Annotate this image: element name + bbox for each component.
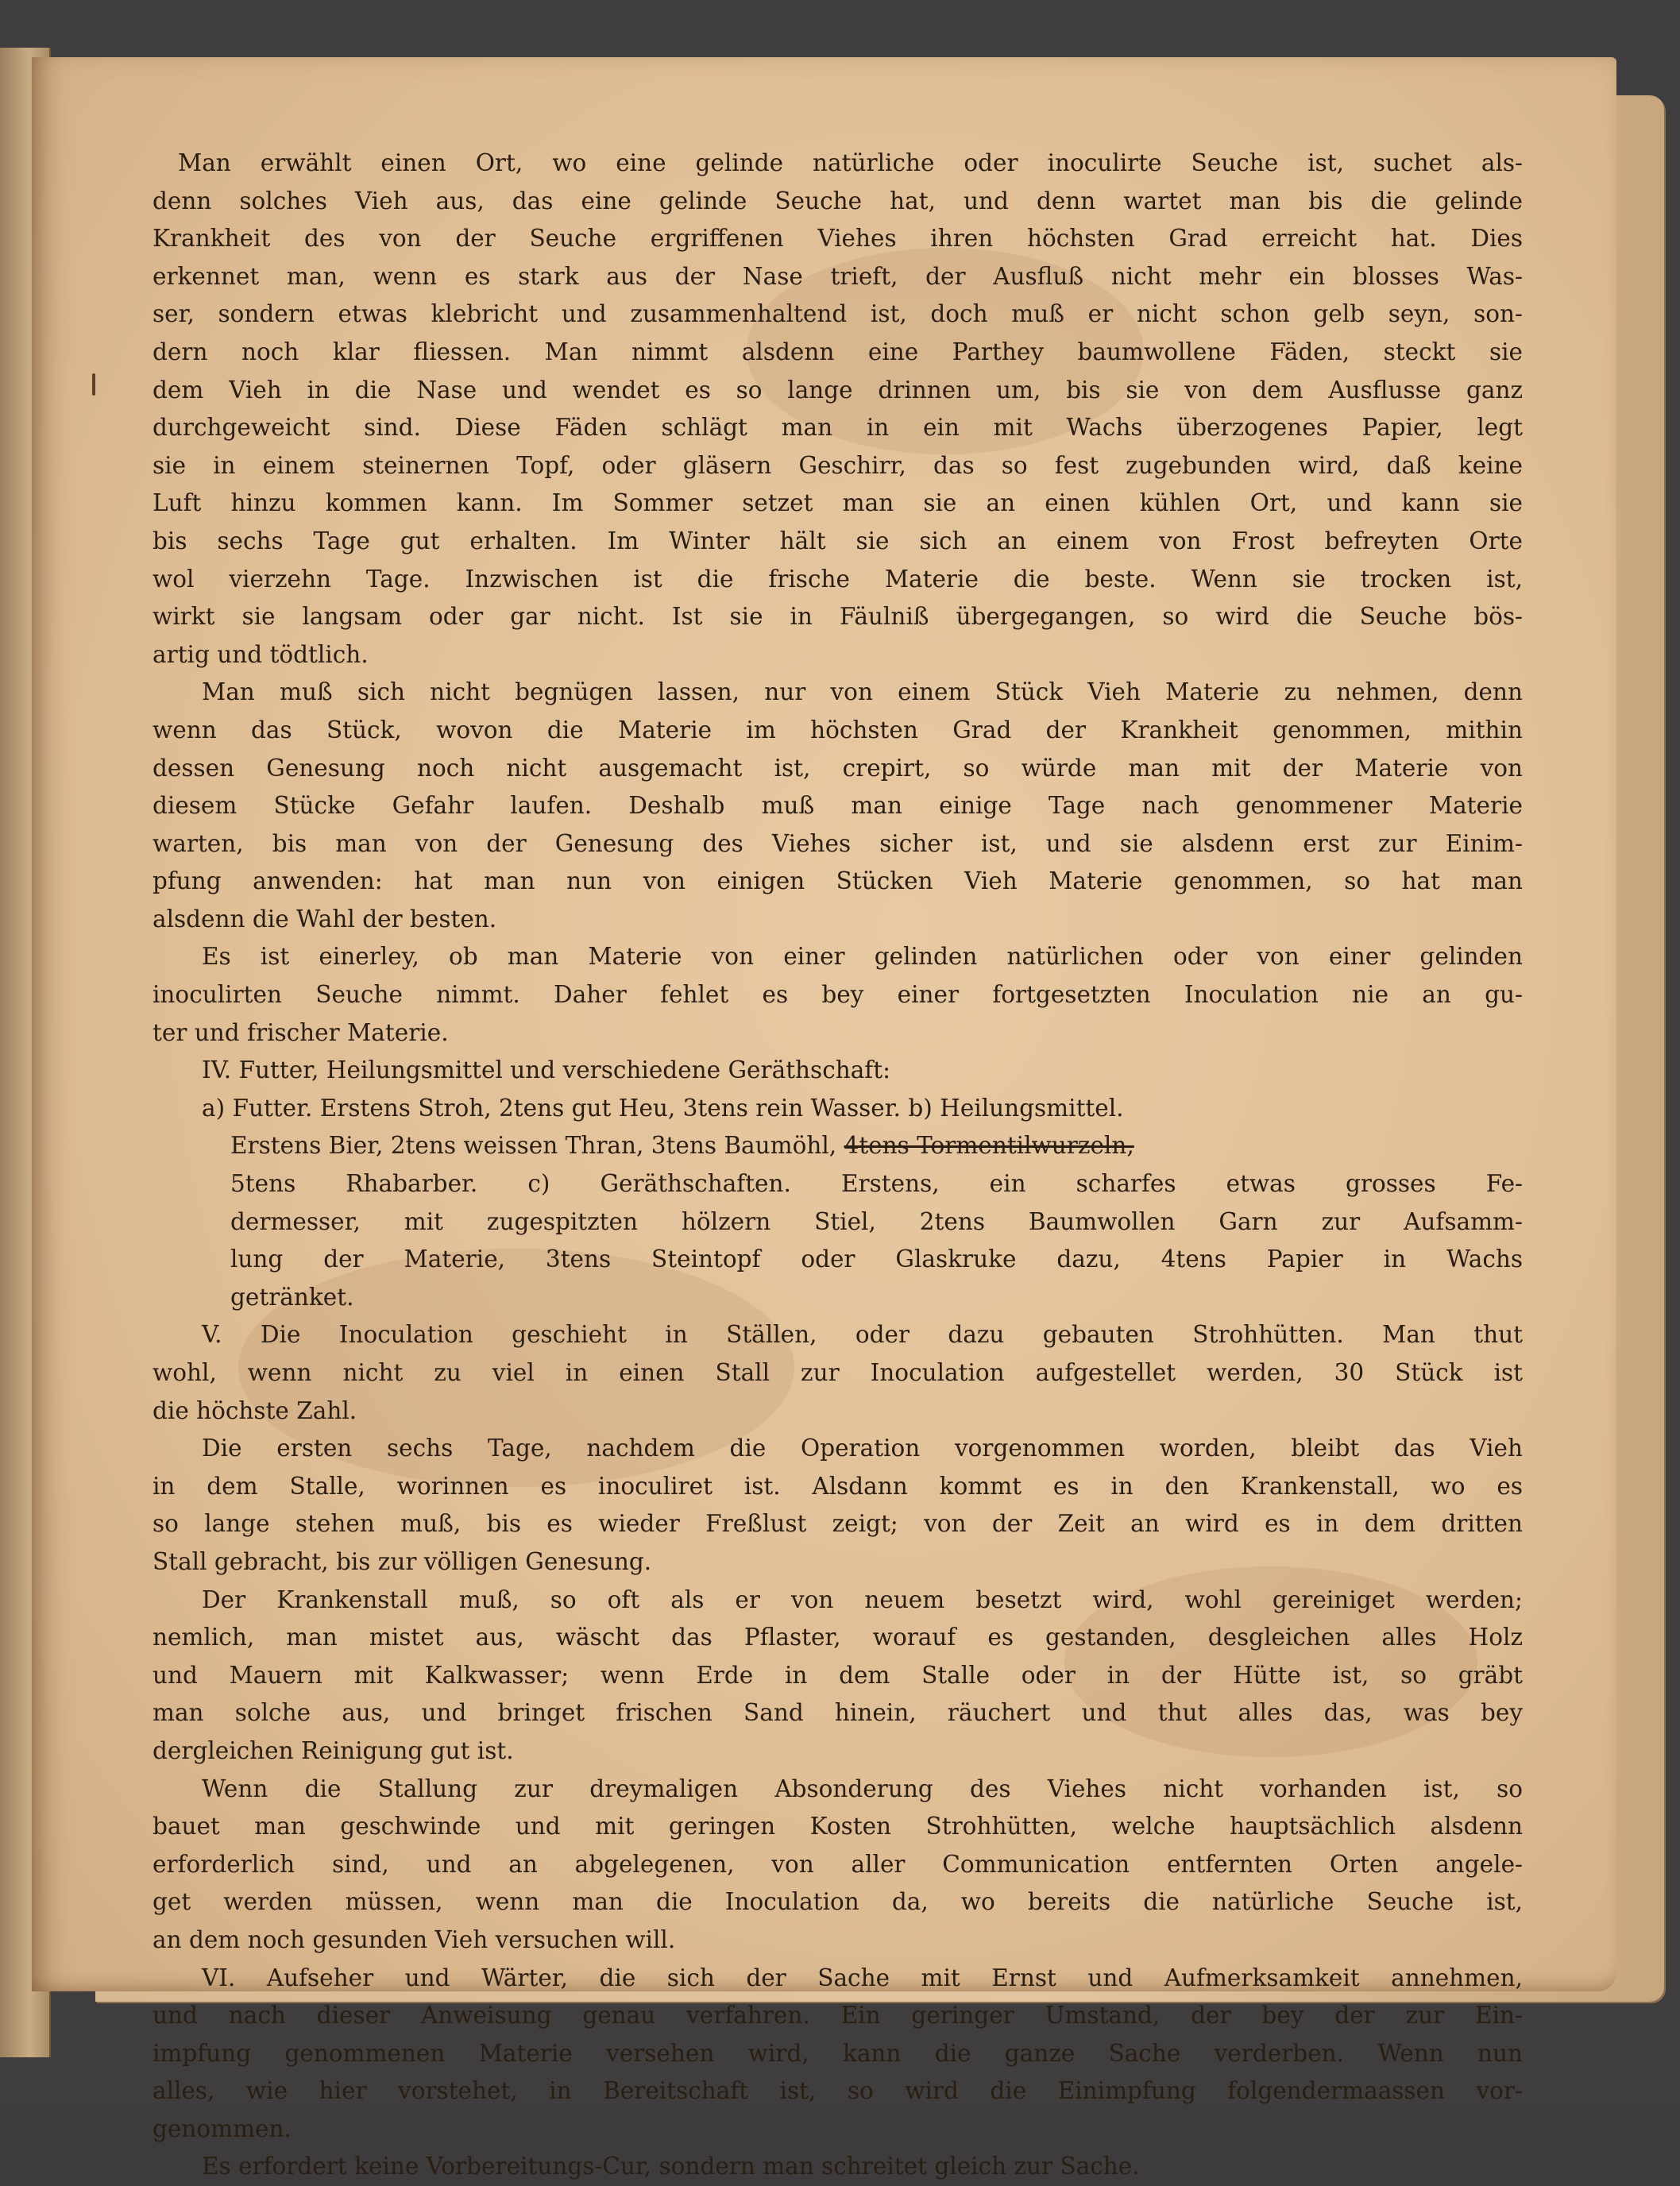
text-line: wol vierzehn Tage. Inzwischen ist die frische Materie die beste. Wenn sie trocken ist, bbox=[153, 565, 1523, 593]
text-line: IV. Futter, Heilungsmittel und verschiedene Geräthschaft: bbox=[202, 1056, 891, 1084]
text-line: alsdenn die Wahl der besten. bbox=[153, 905, 497, 933]
paragraph bbox=[153, 1960, 1523, 2149]
text-line: Der Krankenstall muß, so oft als er von neuem besetzt wird, wohl gereiniget werden; bbox=[202, 1585, 1523, 1613]
text-line: pfung anwenden: hat man nun von einigen Stücken Vieh Materie genommen, so hat man bbox=[153, 867, 1523, 895]
text-line: dern noch klar fliessen. Man nimmt alsdenn eine Parthey baumwollene Fäden, steckt sie bbox=[153, 338, 1523, 365]
text-line: und Mauern mit Kalkwasser; wenn Erde in dem Stalle oder in der Hütte ist, so gräbt bbox=[153, 1661, 1523, 1689]
text-line: dessen Genesung noch nicht ausgemacht ist, crepirt, so würde man mit der Materie von bbox=[153, 754, 1523, 782]
paragraph bbox=[153, 1771, 1523, 1960]
paragraph bbox=[153, 1430, 1523, 1581]
paragraph bbox=[153, 145, 1523, 674]
text-line: Es erfordert keine Vorbereitungs-Cur, sondern man schreitet gleich zur Sache. bbox=[202, 2153, 1140, 2180]
text-line: genommen. bbox=[153, 2115, 292, 2142]
text-line: warten, bis man von der Genesung des Viehes sicher ist, und sie alsdenn erst zur Einim- bbox=[153, 829, 1523, 857]
text-line: und nach dieser Anweisung genau verfahren. Ein geringer Umstand, der bey der zur Ein- bbox=[153, 2002, 1523, 2030]
text-line: erforderlich sind, und an abgelegenen, von aller Communication entfernten Orten angele- bbox=[153, 1850, 1523, 1878]
book-page bbox=[32, 57, 1616, 2180]
text-line: sie in einem steinernen Topf, oder gläsern Geschirr, das so fest zugebunden wird, daß keine bbox=[153, 451, 1523, 479]
text-line: bauet man geschwinde und mit geringen Kosten Strohhütten, welche hauptsächlich alsdenn bbox=[153, 1813, 1523, 1840]
paragraph bbox=[153, 674, 1523, 938]
text-line: wenn das Stück, wovon die Materie im höchsten Grad der Krankheit genommen, mithin bbox=[153, 716, 1523, 743]
text-line: Es ist einerley, ob man Materie von einer gelinden natürlichen oder von einer gelinden bbox=[202, 943, 1523, 971]
text-line: dermesser, mit zugespitzten hölzern Stiel, 2tens Baumwollen Garn zur Aufsamm- bbox=[230, 1207, 1523, 1235]
text-line: so lange stehen muß, bis es wieder Freßlust zeigt; von der Zeit an wird es in dem dritten bbox=[153, 1510, 1523, 1538]
text-line: get werden müssen, wenn man die Inoculation da, wo bereits die natürliche Seuche ist, bbox=[153, 1888, 1523, 1916]
text-line: dergleichen Reinigung gut ist. bbox=[153, 1736, 514, 1764]
text-line: getränket. bbox=[230, 1283, 354, 1311]
text-line: 5tens Rhabarber. c) Geräthschaften. Erstens, ein scharfes etwas grosses Fe- bbox=[230, 1170, 1523, 1198]
text-line: die höchste Zahl. bbox=[153, 1396, 357, 1424]
text-line: Erstens Bier, 2tens weissen Thran, 3tens Baumöhl, 4tens Tormentilwurzeln, bbox=[230, 1132, 1134, 1160]
text-line: a) Futter. Erstens Stroh, 2tens gut Heu, 3tens rein Wasser. b) Heilungsmittel. bbox=[202, 1094, 1124, 1122]
text-line: man solche aus, und bringet frischen Sand hinein, räuchert und thut alles das, was bey bbox=[153, 1699, 1523, 1727]
text-line: ter und frischer Materie. bbox=[153, 1018, 449, 1046]
text-line: Krankheit des von der Seuche ergriffenen Viehes ihren höchsten Grad erreicht hat. Dies bbox=[153, 225, 1523, 253]
paragraph bbox=[153, 2148, 1523, 2186]
paragraph bbox=[153, 1582, 1523, 1771]
text-line: artig und tödtlich. bbox=[153, 640, 369, 668]
struck-text: 4tens Tormentilwurzeln, bbox=[844, 1132, 1134, 1160]
text-line: wohl, wenn nicht zu viel in einen Stall zur Inoculation aufgestellet werden, 30 Stück ist bbox=[153, 1359, 1523, 1386]
text-line: V. Die Inoculation geschieht in Ställen, oder dazu gebauten Strohhütten. Man thut bbox=[202, 1321, 1523, 1349]
text-line: diesem Stücke Gefahr laufen. Deshalb muß man einige Tage nach genommener Materie bbox=[153, 792, 1523, 820]
text-line: dem Vieh in die Nase und wendet es so lange drinnen um, bis sie von dem Ausflusse ganz bbox=[153, 376, 1523, 404]
text-line: Stall gebracht, bis zur völligen Genesung. bbox=[153, 1547, 652, 1575]
text-line: erkennet man, wenn es stark aus der Nase trieft, der Ausfluß nicht mehr ein blosses Was- bbox=[153, 262, 1523, 290]
text-line: Luft hinzu kommen kann. Im Sommer setzet man sie an einen kühlen Ort, und kann sie bbox=[153, 489, 1523, 517]
text-line: Man muß sich nicht begnügen lassen, nur von einem Stück Vieh Materie zu nehmen, denn bbox=[202, 678, 1523, 706]
text-line: an dem noch gesunden Vieh versuchen will. bbox=[153, 1925, 676, 1953]
page-body-text bbox=[153, 145, 1523, 2186]
text-line: in dem Stalle, worinnen es inoculiret ist. Alsdann kommt es in den Krankenstall, wo es bbox=[153, 1472, 1523, 1500]
text-line: Man erwählt einen Ort, wo eine gelinde natürliche oder inoculirte Seuche ist, suchet als- bbox=[178, 149, 1523, 176]
text-line: lung der Materie, 3tens Steintopf oder Glaskruke dazu, 4tens Papier in Wachs bbox=[230, 1246, 1523, 1273]
paragraph bbox=[153, 1052, 1523, 1090]
text-line: inoculirten Seuche nimmt. Daher fehlet es bey einer fortgesetzten Inoculation nie an gu- bbox=[153, 981, 1523, 1009]
paragraph bbox=[153, 1090, 1523, 1128]
text-line: wirkt sie langsam oder gar nicht. Ist sie in Fäulniß übergegangen, so wird die Seuche bös- bbox=[153, 603, 1523, 631]
text-line: bis sechs Tage gut erhalten. Im Winter hält sie sich an einem von Frost befreyten Orte bbox=[153, 527, 1523, 554]
text-line: alles, wie hier vorstehet, in Bereitschaft ist, so wird die Einimpfung folgendermaassen vor- bbox=[153, 2077, 1523, 2105]
text-line: durchgeweicht sind. Diese Fäden schlägt man in ein mit Wachs überzogenes Papier, legt bbox=[153, 414, 1523, 442]
text-line: Die ersten sechs Tage, nachdem die Operation vorgenommen worden, bleibt das Vieh bbox=[202, 1435, 1523, 1462]
text-line: Wenn die Stallung zur dreymaligen Absonderung des Viehes nicht vorhanden ist, so bbox=[202, 1775, 1523, 1802]
paragraph bbox=[153, 1316, 1523, 1430]
text-line: VI. Aufseher und Wärter, die sich der Sache mit Ernst und Aufmerksamkeit annehmen, bbox=[202, 1964, 1523, 1991]
paragraph bbox=[153, 1165, 1523, 1316]
paragraph bbox=[153, 938, 1523, 1052]
text-line: denn solches Vieh aus, das eine gelinde Seuche hat, und denn wartet man bis die gelinde bbox=[153, 187, 1523, 214]
paragraph bbox=[153, 1127, 1523, 1165]
text-line: impfung genommenen Materie versehen wird, kann die ganze Sache verderben. Wenn nun bbox=[153, 2039, 1523, 2067]
text-line: ser, sondern etwas klebricht und zusammenhaltend ist, doch muß er nicht schon gelb seyn, son- bbox=[153, 300, 1523, 328]
text-line: nemlich, man mistet aus, wäscht das Pflaster, worauf es gestanden, desgleichen alles Holz bbox=[153, 1624, 1523, 1651]
margin-mark bbox=[92, 373, 95, 396]
